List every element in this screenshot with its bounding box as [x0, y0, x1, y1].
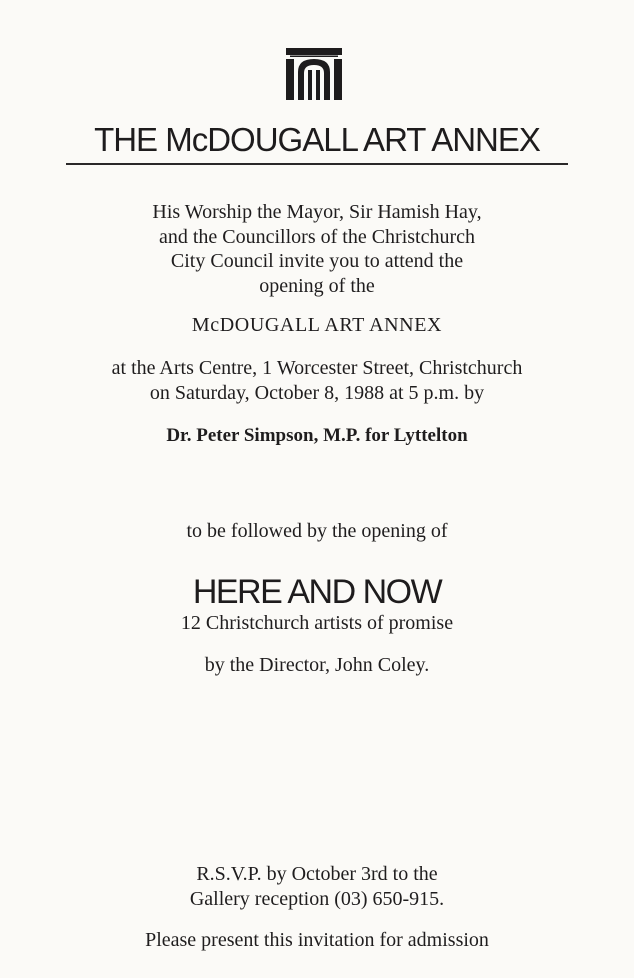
location-line: on Saturday, October 8, 1988 at 5 p.m. by: [149, 381, 485, 404]
rsvp-text: [0, 862, 634, 911]
location-line: at the Arts Centre, 1 Worcester Street, Christchurch: [111, 357, 523, 379]
exhibition-title: HERE AND NOW: [192, 573, 442, 611]
rsvp-line: R.S.V.P. by October 3rd to the: [196, 863, 438, 885]
location-text: [0, 356, 634, 405]
invite-line: His Worship the Mayor, Sir Hamish Hay,: [152, 201, 482, 223]
heading-underline: [66, 163, 568, 165]
invite-line: and the Councillors of the Christchurch: [158, 225, 476, 248]
exhibition-subtitle: 12 Christchurch artists of promise: [180, 612, 454, 634]
invite-line: City Council invite you to attend the: [170, 250, 464, 272]
followed-by-text: to be followed by the opening of: [186, 520, 448, 542]
invite-line: opening of the: [259, 274, 375, 297]
director-line: by the Director, John Coley.: [204, 654, 430, 676]
building-arch-logo-icon: [284, 48, 344, 100]
rsvp-line: Gallery reception (03) 650-915.: [189, 887, 445, 910]
opener-name: Dr. Peter Simpson, M.P. for Lyttelton: [166, 425, 468, 446]
gallery-heading: THE McDOUGALL ART ANNEX: [94, 121, 540, 158]
venue-title: McDOUGALL ART ANNEX: [191, 314, 443, 336]
admission-note: Please present this invitation for admission: [145, 929, 489, 951]
invitation-text: [0, 200, 634, 298]
